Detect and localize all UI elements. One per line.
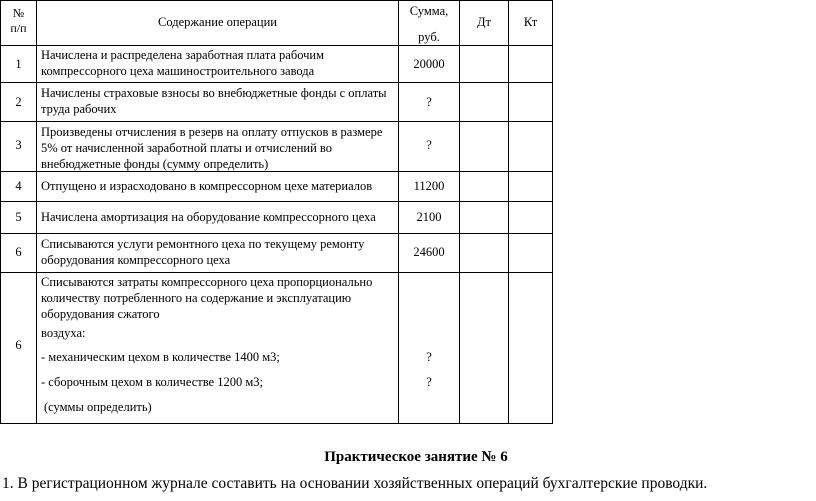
row-3-text: Произведены отчисления в резерв на оплату отпусков в размере 5% от начисленной заработной платы и отчислений во внебюджетные фонды (сумму определить) <box>41 125 383 171</box>
row-5-sum: 2100 <box>416 210 442 224</box>
row-7-text-intro: Списываются затраты компрессорного цеха пропорционально количеству потребленного на содержание и эксплуатацию оборудования сжатого <box>41 275 373 321</box>
row-7-text-asm: - сборочным цехом в количестве 1200 м3; <box>41 375 263 389</box>
row-4-num: 4 <box>15 179 22 193</box>
table-line <box>508 0 509 424</box>
header-content: Содержание операции <box>158 15 277 29</box>
header-sum-line2: руб. <box>418 30 440 44</box>
row-1-sum: 20000 <box>413 57 445 71</box>
table-border-bottom <box>0 423 553 424</box>
row-7-num: 6 <box>15 338 22 352</box>
row-7-sum-asm: ? <box>426 375 432 389</box>
row-6-text: Списываются услуги ремонтного цеха по текущему ремонту оборудования компрессорного цеха <box>41 237 365 267</box>
table-border-right <box>552 0 553 424</box>
row-4-sum: 11200 <box>413 179 445 193</box>
header-sum-line1: Сумма, <box>409 4 449 18</box>
section-heading <box>0 449 816 466</box>
table-line <box>0 45 553 46</box>
row-7-text-air: воздуха: <box>41 326 86 340</box>
row-6-sum: 24600 <box>413 245 445 259</box>
table-line <box>0 233 553 234</box>
table-line <box>0 82 553 83</box>
task-text: 1. В регистрационном журнале составить на основании хозяйственных операций бухгалтерские проводки. <box>2 475 708 492</box>
table-border-top <box>0 0 553 1</box>
header-sum <box>399 3 459 45</box>
row-2-num: 2 <box>15 95 22 109</box>
row-3-num: 3 <box>15 138 22 152</box>
row-5-num: 5 <box>15 210 22 224</box>
section-heading-text: Практическое занятие № 6 <box>324 449 508 465</box>
row-1-text: Начислена и распределена заработная плата рабочим компрессорного цеха машиностроительного завода <box>41 48 325 78</box>
header-debit: Дт <box>477 15 491 29</box>
header-num: № п/п <box>10 6 27 35</box>
row-7-text-mech: - механическим цехом в количестве 1400 м3; <box>41 350 280 364</box>
row-3-sum: ? <box>426 138 432 152</box>
row-7-sum-mech: ? <box>426 350 432 364</box>
row-2-sum: ? <box>426 95 432 109</box>
table-line <box>459 0 460 424</box>
row-7-text-note: (суммы определить) <box>44 400 152 414</box>
row-6-num: 6 <box>15 245 22 259</box>
table-line <box>36 0 37 424</box>
table-line <box>0 201 553 202</box>
row-2-text: Начислены страховые взносы во внебюджетные фонды с оплаты труда рабочих <box>41 86 387 116</box>
row-1-num: 1 <box>15 57 22 71</box>
table-line <box>0 272 553 273</box>
header-credit: Кт <box>523 15 538 29</box>
row-4-text: Отпущено и израсходовано в компрессорном цехе материалов <box>41 179 373 193</box>
row-5-text: Начислена амортизация на оборудование компрессорного цеха <box>41 210 376 224</box>
table-line <box>0 121 553 122</box>
